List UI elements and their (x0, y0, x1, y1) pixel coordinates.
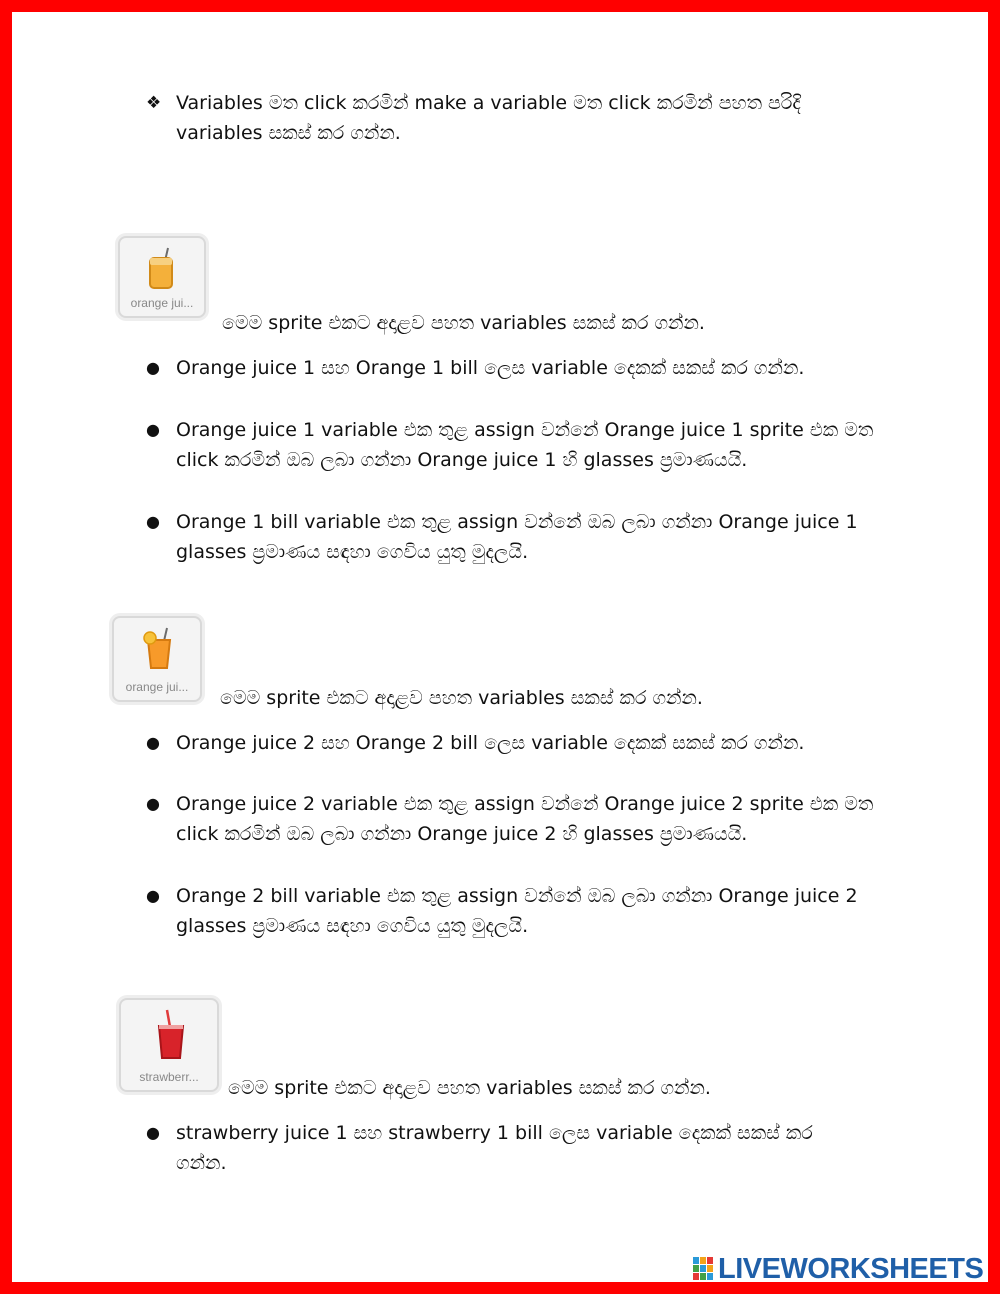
sprite-thumbnail-orange-juice-2 (112, 616, 202, 702)
section-3-bullet-1-line-2: ගන්න. (176, 1152, 227, 1174)
bullet-icon: ● (146, 794, 160, 813)
bullet-icon: ● (146, 512, 160, 531)
section-2-bullet-3-line-1: Orange 2 bill variable එක තුළ assign වන්නේ ඔබ ලබා ගන්නා Orange juice 2 (176, 885, 858, 907)
section-3-bullet-1-line-1: strawberry juice 1 සහ strawberry 1 bill ලෙස variable දෙකක් සකස් කර (176, 1122, 813, 1144)
section-2-caption: මෙම sprite එකට අදාළව පහත variables සකස් කර ගන්න. (220, 687, 703, 709)
diamond-bullet-icon: ❖ (146, 93, 162, 113)
orange-juice-glass-icon (139, 624, 179, 674)
sprite-thumbnail-strawberry-juice (119, 998, 219, 1092)
section-2-bullet-3-line-2: glasses ප්‍රමාණය සඳහා ගෙවිය යුතු මුදලයි. (176, 915, 529, 937)
strawberry-juice-glass-icon (151, 1008, 191, 1064)
section-1-bullet-3-line-1: Orange 1 bill variable එක තුළ assign වන්නේ ඔබ ලබා ගන්නා Orange juice 1 (176, 511, 858, 533)
bullet-icon: ● (146, 1123, 160, 1142)
sprite-thumbnail-orange-juice-1 (118, 236, 206, 318)
intro-line-2: variables සකස් කර ගන්න. (176, 122, 401, 144)
bullet-icon: ● (146, 733, 160, 752)
liveworksheets-logo-icon (692, 1256, 714, 1282)
section-1-caption: මෙම sprite එකට අදාළව පහත variables සකස් කර ගන්න. (222, 312, 705, 334)
bullet-icon: ● (146, 886, 160, 905)
sprite-label: orange jui... (130, 296, 194, 310)
sprite-label: strawberr... (139, 1070, 199, 1084)
section-2-bullet-2-line-1: Orange juice 2 variable එක තුළ assign වන්නේ Orange juice 2 sprite එක මත (176, 793, 874, 815)
section-3-caption: මෙම sprite එකට අදාළව පහත variables සකස් කර ගන්න. (228, 1077, 711, 1099)
sprite-label: orange jui... (125, 680, 189, 694)
section-1-bullet-2-line-2: click කරමින් ඔබ ලබා ගන්නා Orange juice 1 හි glasses ප්‍රමාණයයි. (176, 449, 748, 471)
bullet-icon: ● (146, 358, 160, 377)
logo-text: LIVEWORKSHEETS (718, 1252, 984, 1285)
section-2-bullet-2-line-2: click කරමින් ඔබ ලබා ගන්නා Orange juice 2 හි glasses ප්‍රමාණයයි. (176, 823, 748, 845)
section-2-bullet-1: Orange juice 2 සහ Orange 2 bill ලෙස variable දෙකක් සකස් කර ගන්න. (176, 732, 805, 754)
section-1-bullet-1: Orange juice 1 සහ Orange 1 bill ලෙස variable දෙකක් සකස් කර ගන්න. (176, 357, 805, 379)
section-1-bullet-3-line-2: glasses ප්‍රමාණය සඳහා ගෙවිය යුතු මුදලයි. (176, 541, 529, 563)
section-1-bullet-2-line-1: Orange juice 1 variable එක තුළ assign වන්නේ Orange juice 1 sprite එක මත (176, 419, 874, 441)
orange-juice-jar-icon (142, 244, 182, 294)
bullet-icon: ● (146, 420, 160, 439)
intro-line-1: Variables මත click කරමින් make a variable මත click කරමින් පහත පරිදි (176, 92, 801, 114)
liveworksheets-logo (692, 1252, 983, 1286)
